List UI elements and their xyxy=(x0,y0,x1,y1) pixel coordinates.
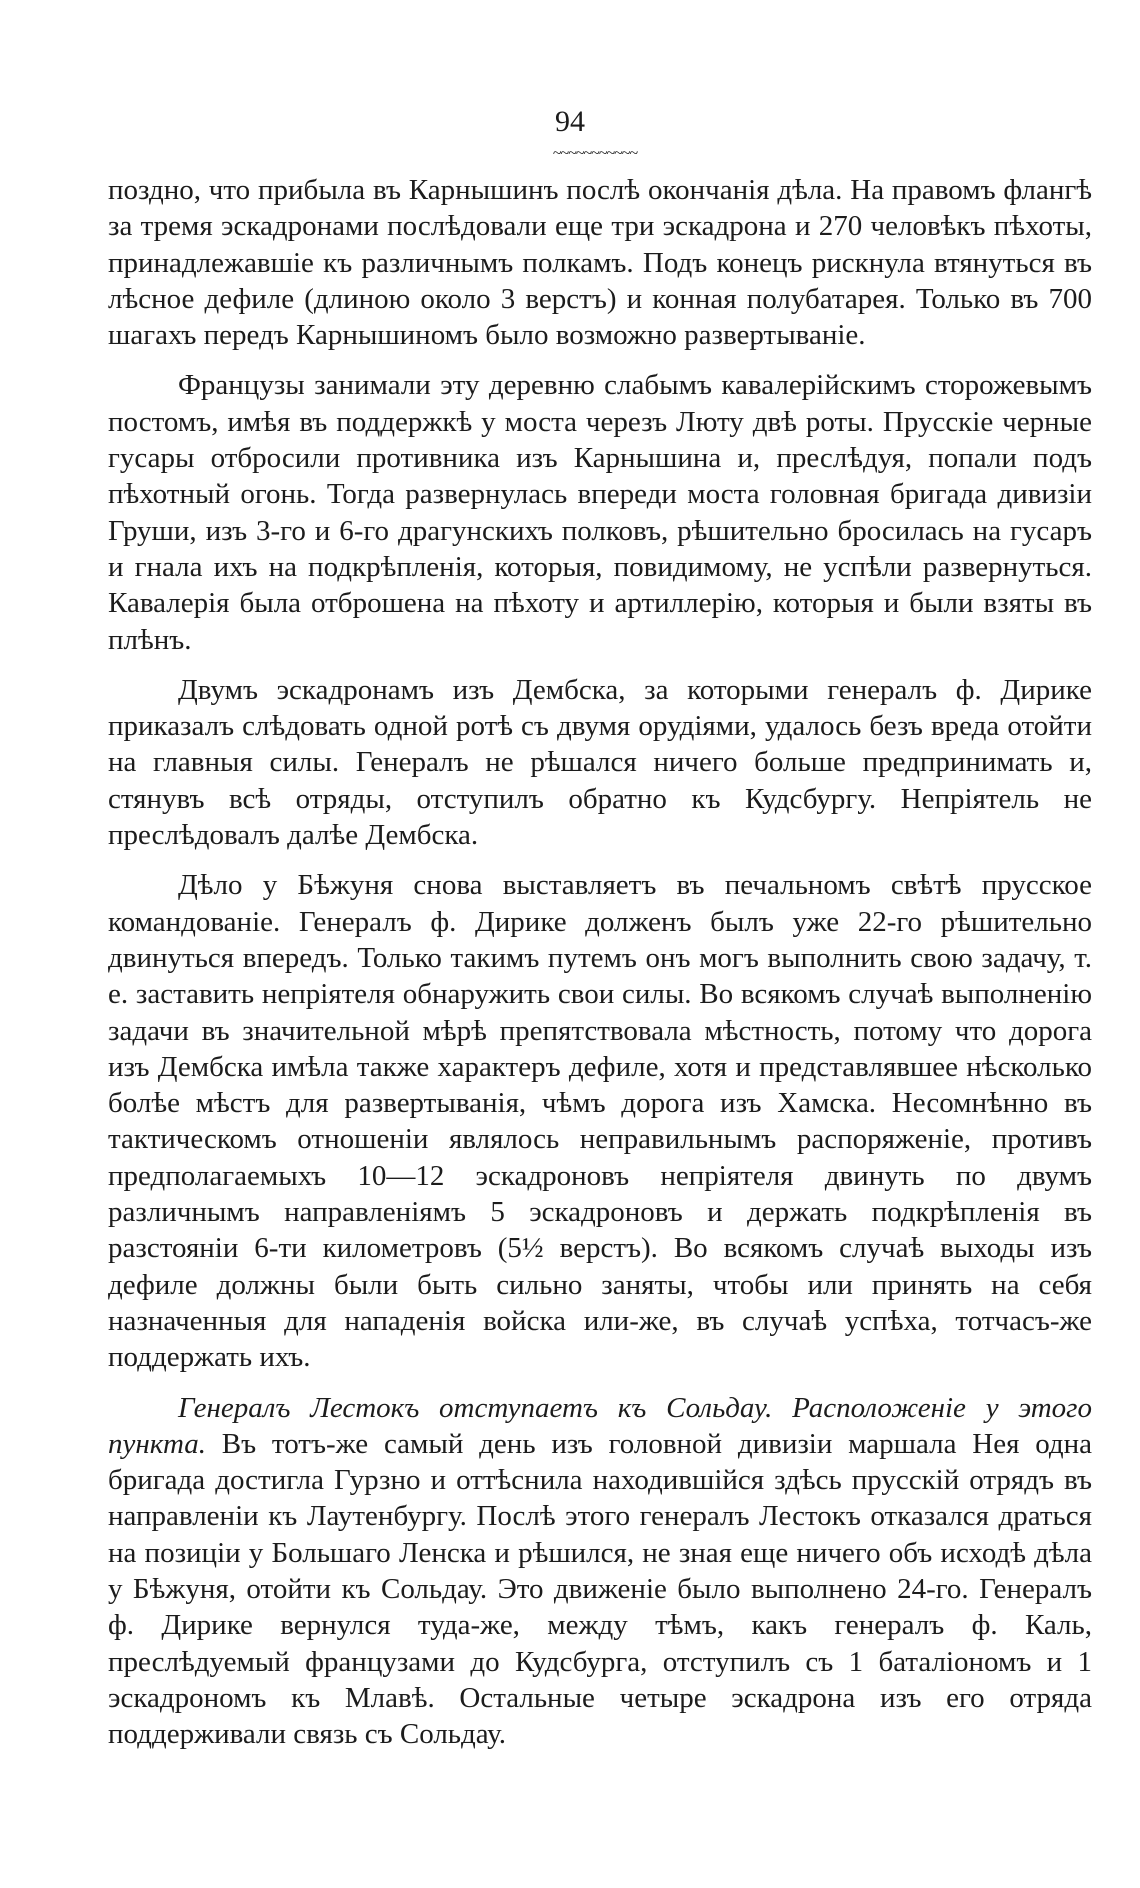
paragraph-2: Французы занимали эту деревню слабымъ кавалерійскимъ сторожевымъ постомъ, имѣя въ поддержкѣ у моста черезъ Люту двѣ роты. Прусскіе черные гусары отбросили противника изъ Карнышина и, преслѣдуя, попали подъ пѣхотный огонь. Тогда развернулась впереди моста головная бригада дивизіи Груши, изъ 3-го и 6-го драгунскихъ полковъ, рѣшительно бросилась на гусаръ и гнала ихъ на подкрѣпленія, которыя, повидимому, не успѣли развернуться. Кавалерія была отброшена на пѣхоту и артиллерію, которыя и были взяты въ плѣнъ. xyxy=(108,369,1092,656)
paragraph-4: Дѣло у Бѣжуня снова выставляетъ въ печальномъ свѣтѣ прусское командованіе. Генералъ ф. Дирике долженъ былъ уже 22-го рѣшительно двинуться впередъ. Только такимъ путемъ онъ могъ выполнить свою задачу, т. е. заставить непріятеля обнаружить свои силы. Во всякомъ случаѣ выполненію задачи въ значительной мѣрѣ препятствовала мѣстность, потому что дорога изъ Дембска имѣла также характеръ дефиле, хотя и представлявшее нѣсколько болѣе мѣстъ для развертыванія, чѣмъ дорога изъ Хамска. Несомнѣнно въ тактическомъ отношеніи являлось неправильнымъ распоряженіе, противъ предполагаемыхъ 10—12 эскадроновъ непріятеля двинуть по двумъ различнымъ направленіямъ 5 эскадроновъ и держать подкрѣпленія въ разстояніи 6-ти километровъ (5½ верстъ). Во всякомъ случаѣ выходы изъ дефиле должны были быть сильно заняты, чтобы или принять на себя назначенныя для нападенія войска или-же, въ случаѣ успѣха, тотчасъ-же поддержать ихъ. xyxy=(108,869,1092,1374)
paragraph-5-body: Въ тотъ-же самый день изъ головной дивизіи маршала Нея одна бригада достигла Гурзно и оттѣснила находившійся здѣсь прусскій отрядъ въ направленіи къ Лаутенбургу. Послѣ этого генералъ Лестокъ отказался драться на позиціи у Большаго Ленска и рѣшился, не зная еще ничего объ исходѣ дѣла у Бѣжуня, отойти къ Сольдау. Это движеніе было выполнено 24-го. Генералъ ф. Дирике вернулся туда-же, между тѣмъ, какъ генералъ ф. Каль, преслѣдуемый французами до Кудсбурга, отступилъ съ 1 баталіономъ и 1 эскадрономъ къ Млавѣ. Остальные четыре эскадрона изъ его отряда поддерживали связь съ Сольдау. xyxy=(108,1427,1092,1751)
ornament-divider: ~~~~~~~~~~~ xyxy=(552,145,638,162)
paragraph-5 xyxy=(108,1390,1092,1753)
paragraph-1: поздно, что прибыла въ Карнышинъ послѣ окончанія дѣла. На правомъ флангѣ за тремя эскадронами послѣдовали еще три эскадрона и 270 человѣкъ пѣхоты, принадлежавшіе къ различнымъ полкамъ. Подъ конецъ рискнула втянуться въ лѣсное дефиле (длиною около 3 верстъ) и конная полубатарея. Только въ 700 шагахъ передъ Карнышиномъ было возможно развертываніе. xyxy=(108,174,1092,352)
page-text xyxy=(108,172,1092,1752)
section-heading: Генералъ Лестокъ отступаетъ къ Сольдау. Расположеніе у этого пункта. xyxy=(108,1391,1092,1460)
page-number: 94 xyxy=(555,105,585,138)
paragraph-3: Двумъ эскадронамъ изъ Дембска, за которыми генералъ ф. Дирике приказалъ слѣдовать одной ротѣ съ двумя орудіями, удалось безъ вреда отойти на главныя силы. Генералъ не рѣшался ничего больше предпринимать и, стянувъ всѣ отряды, отступилъ обратно къ Кудсбургу. Непріятель не преслѣдовалъ далѣе Дембска. xyxy=(108,673,1092,852)
